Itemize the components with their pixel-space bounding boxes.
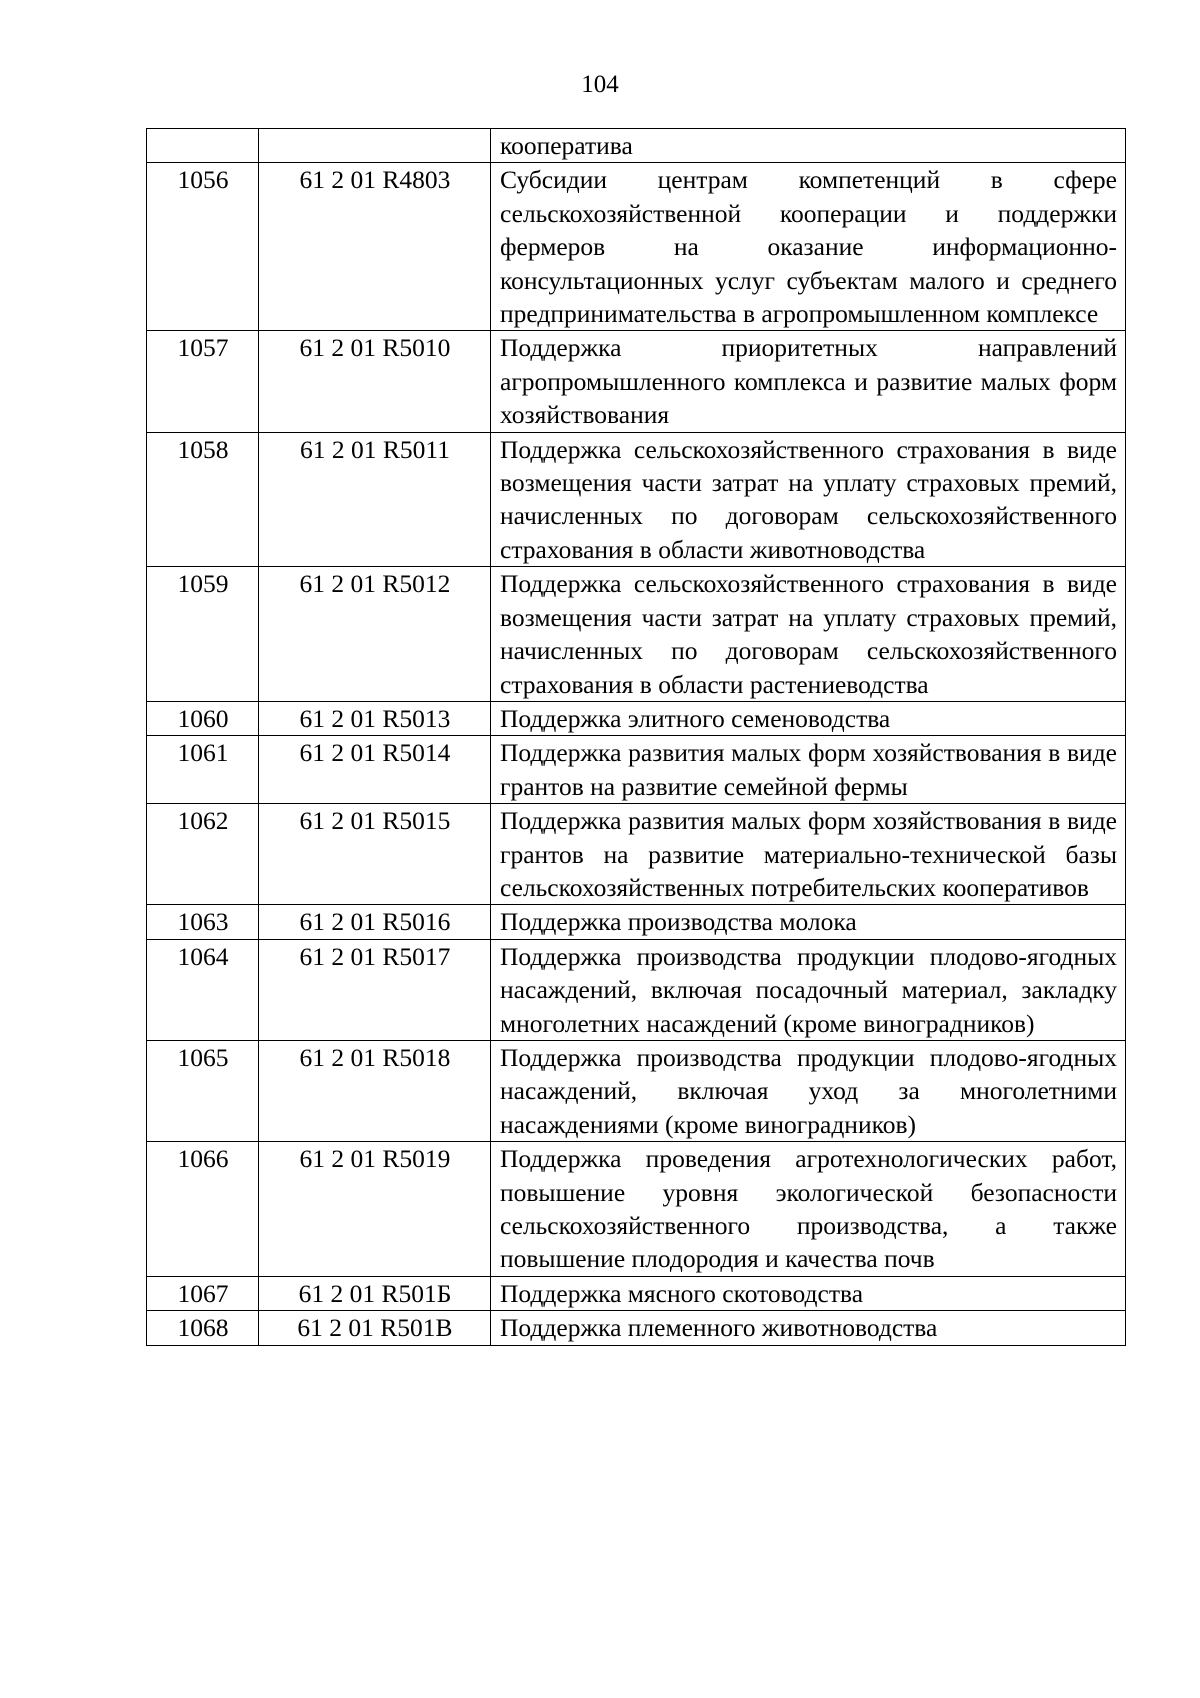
row-number: 1059 — [147, 567, 259, 702]
description: Поддержка развития малых форм хозяйствования в виде грантов на развитие материально-технической базы сельскохозяйственных потребительских кооперативов — [491, 804, 1126, 905]
table-row — [147, 432, 1126, 567]
row-number: 1066 — [147, 1142, 259, 1277]
table-row — [147, 939, 1126, 1040]
row-number: 1064 — [147, 939, 259, 1040]
row-number: 1058 — [147, 432, 259, 567]
budget-code: 61 2 01 R5016 — [259, 905, 491, 939]
budget-code: 61 2 01 R4803 — [259, 163, 491, 331]
description: Поддержка племенного животноводства — [491, 1311, 1126, 1345]
budget-code: 61 2 01 R5019 — [259, 1142, 491, 1277]
description: Поддержка производства молока — [491, 905, 1126, 939]
row-number: 1065 — [147, 1040, 259, 1141]
table-row — [147, 1040, 1126, 1141]
budget-code: 61 2 01 R501Б — [259, 1276, 491, 1310]
row-number: 1060 — [147, 701, 259, 735]
row-number — [147, 129, 259, 163]
description: Поддержка производства продукции плодово-ягодных насаждений, включая посадочный материал, закладку многолетних насаждений (кроме виноградников) — [491, 939, 1126, 1040]
table-row — [147, 129, 1126, 163]
table-body — [147, 129, 1126, 1346]
budget-code: 61 2 01 R5010 — [259, 331, 491, 432]
table-row — [147, 1276, 1126, 1310]
description: Поддержка сельскохозяйственного страхования в виде возмещения части затрат на уплату страховых премий, начисленных по договорам сельскохозяйственного страхования в области растениеводства — [491, 567, 1126, 702]
page-number: 104 — [581, 71, 619, 98]
budget-code: 61 2 01 R501В — [259, 1311, 491, 1345]
table-row — [147, 905, 1126, 939]
row-number: 1057 — [147, 331, 259, 432]
budget-code: 61 2 01 R5014 — [259, 736, 491, 804]
description: Поддержка сельскохозяйственного страхования в виде возмещения части затрат на уплату страховых премий, начисленных по договорам сельскохозяйственного страхования в области животноводства — [491, 432, 1126, 567]
budget-code: 61 2 01 R5017 — [259, 939, 491, 1040]
table-row — [147, 736, 1126, 804]
description: Поддержка элитного семеноводства — [491, 701, 1126, 735]
table-row — [147, 804, 1126, 905]
budget-code: 61 2 01 R5015 — [259, 804, 491, 905]
budget-code — [259, 129, 491, 163]
row-number: 1063 — [147, 905, 259, 939]
budget-codes-table — [146, 128, 1126, 1346]
row-number: 1061 — [147, 736, 259, 804]
row-number: 1062 — [147, 804, 259, 905]
budget-code: 61 2 01 R5011 — [259, 432, 491, 567]
description: кооператива — [491, 129, 1126, 163]
description: Субсидии центрам компетенций в сфере сельскохозяйственной кооперации и поддержки фермеров на оказание информационно-консультационных услуг субъектам малого и среднего предпринимательства в агропромышленном комплексе — [491, 163, 1126, 331]
row-number: 1068 — [147, 1311, 259, 1345]
table-row — [147, 567, 1126, 702]
table-row — [147, 1142, 1126, 1277]
description: Поддержка проведения агротехнологических работ, повышение уровня экологической безопасности сельскохозяйственного производства, а также повышение плодородия и качества почв — [491, 1142, 1126, 1277]
budget-code: 61 2 01 R5012 — [259, 567, 491, 702]
row-number: 1067 — [147, 1276, 259, 1310]
description: Поддержка производства продукции плодово-ягодных насаждений, включая уход за многолетними насаждениями (кроме виноградников) — [491, 1040, 1126, 1141]
table-row — [147, 163, 1126, 331]
budget-code: 61 2 01 R5013 — [259, 701, 491, 735]
row-number: 1056 — [147, 163, 259, 331]
description: Поддержка мясного скотоводства — [491, 1276, 1126, 1310]
table-row — [147, 1311, 1126, 1345]
description: Поддержка приоритетных направлений агропромышленного комплекса и развитие малых форм хозяйствования — [491, 331, 1126, 432]
description: Поддержка развития малых форм хозяйствования в виде грантов на развитие семейной фермы — [491, 736, 1126, 804]
table-row — [147, 331, 1126, 432]
budget-code: 61 2 01 R5018 — [259, 1040, 491, 1141]
table-row — [147, 701, 1126, 735]
